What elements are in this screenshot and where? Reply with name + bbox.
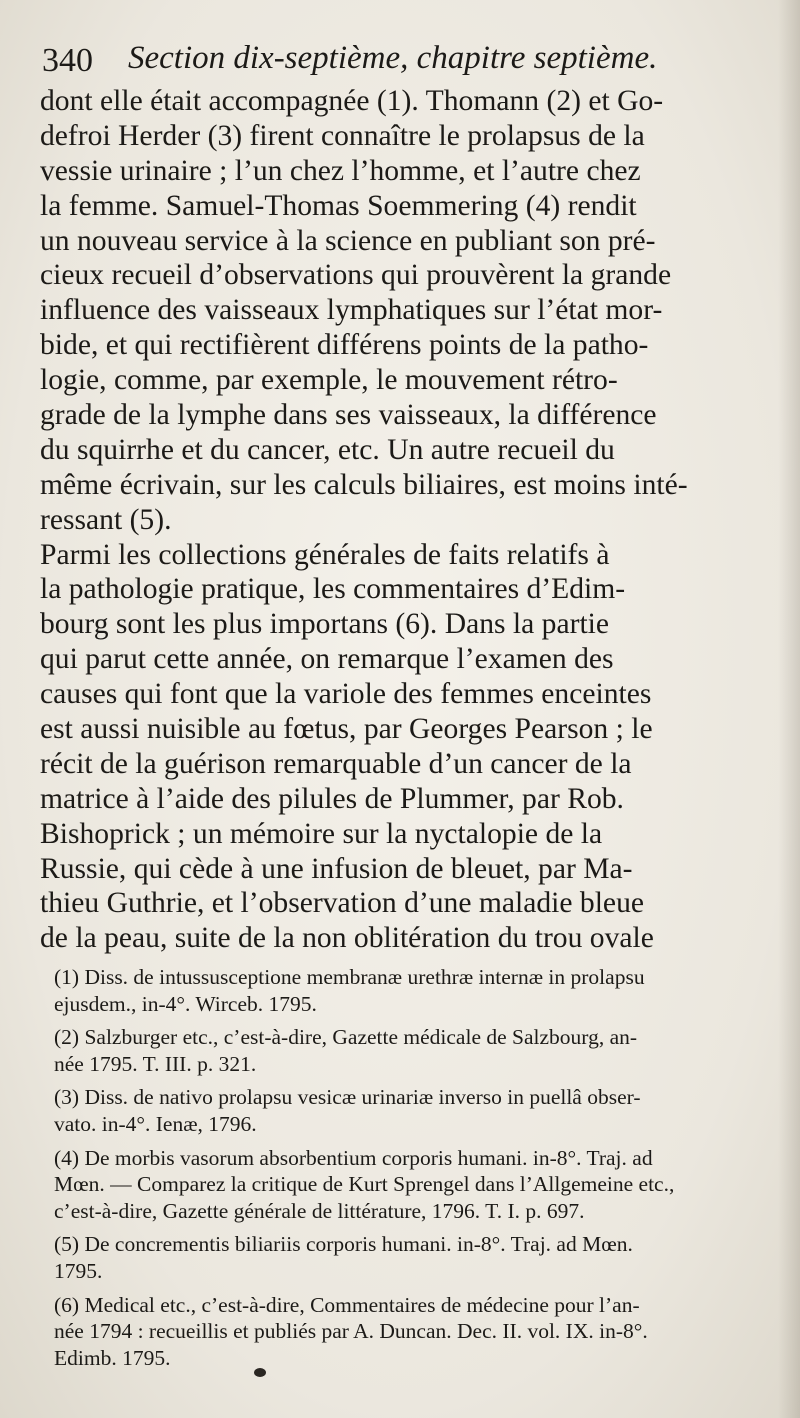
footnote-text: c’est-à-dire, Gazette générale de littérature, 1796. T. I. p. 697. xyxy=(54,1198,585,1223)
page-header xyxy=(42,40,782,86)
footnote xyxy=(54,1084,766,1137)
footnote-gap xyxy=(54,1138,766,1145)
footnote-line xyxy=(54,964,766,991)
footnote-text: Edimb. 1795. xyxy=(54,1345,171,1370)
text-line: récit de la guérison remarquable d’un cancer de la xyxy=(40,747,632,780)
text-line: causes qui font que la variole des femmes enceintes xyxy=(40,678,652,711)
running-head: Section dix-septième, chapitre septième. xyxy=(128,40,658,76)
footnotes xyxy=(54,964,766,1378)
text-line: Parmi les collections générales de faits relatifs à xyxy=(40,538,610,571)
footnote-text: 1795. xyxy=(54,1258,103,1283)
footnote-text: née 1794 : recueillis et publiés par A. Duncan. Dec. II. vol. IX. in-8°. xyxy=(54,1319,648,1344)
footnote-gap xyxy=(54,1224,766,1231)
footnote-text: Medical etc., c’est-à-dire, Commentaires de médecine pour l’an- xyxy=(84,1292,640,1317)
footnote-text: ejusdem., in-4°. Wirceb. 1795. xyxy=(54,991,317,1016)
footnote-text: vato. in-4°. Ienæ, 1796. xyxy=(54,1111,257,1136)
text-line: un nouveau service à la science en publiant son pré- xyxy=(40,224,656,257)
text-line: Bishoprick ; un mémoire sur la nyctalopie de la xyxy=(40,817,603,850)
footnote-line xyxy=(54,1111,766,1138)
text-line: la pathologie pratique, les commentaires d’Edim- xyxy=(40,573,626,606)
footnote-line xyxy=(54,1198,766,1225)
text-line: cieux recueil d’observations qui prouvèrent la grande xyxy=(40,259,672,292)
text-line: logie, comme, par exemple, le mouvement rétro- xyxy=(40,364,618,397)
text-line: de la peau, suite de la non oblitération du trou ovale xyxy=(40,922,654,955)
footnote-line xyxy=(54,1258,766,1285)
footnote xyxy=(54,1024,766,1077)
footnote-text: née 1795. T. III. p. 321. xyxy=(54,1051,257,1076)
footnote-marker: (2) xyxy=(54,1025,80,1050)
footnote-line xyxy=(54,1318,766,1345)
footnote-marker: (6) xyxy=(54,1292,80,1317)
footnote-line xyxy=(54,1145,766,1172)
footnote-line xyxy=(54,1024,766,1051)
footnote-line xyxy=(54,1345,766,1372)
footnote-marker: (3) xyxy=(54,1085,80,1110)
footnote-line xyxy=(54,1231,766,1258)
text-line: influence des vaisseaux lymphatiques sur l’état mor- xyxy=(40,294,663,327)
footnote-line xyxy=(54,1084,766,1111)
footnote-gap xyxy=(54,1285,766,1292)
text-line: qui parut cette année, on remarque l’examen des xyxy=(40,643,614,676)
footnote-marker: (5) xyxy=(54,1232,80,1257)
text-line: vessie urinaire ; l’un chez l’homme, et l’autre chez xyxy=(40,154,641,187)
footnote-line xyxy=(54,1051,766,1078)
text-line: thieu Guthrie, et l’observation d’une maladie bleue xyxy=(40,887,644,920)
text-line: du squirrhe et du cancer, etc. Un autre recueil du xyxy=(40,433,615,466)
text-line: bide, et qui rectifièrent différens points de la patho- xyxy=(40,329,649,362)
binding-shadow xyxy=(778,0,800,1418)
footnote xyxy=(54,1292,766,1372)
ink-ornament xyxy=(254,1368,266,1377)
main-text xyxy=(40,84,768,956)
text-line: la femme. Samuel-Thomas Soemmering (4) rendit xyxy=(40,189,637,222)
text-line: ressant (5). xyxy=(40,503,172,536)
footnote-gap xyxy=(54,1077,766,1084)
text-line: Russie, qui cède à une infusion de bleuet, par Ma- xyxy=(40,852,633,885)
footnote-text: De concrementis biliariis corporis humani. in-8°. Traj. ad Mœn. xyxy=(84,1232,633,1257)
footnote xyxy=(54,1231,766,1284)
footnote-gap xyxy=(54,1371,766,1378)
footnote-gap xyxy=(54,1017,766,1024)
footnote-line xyxy=(54,1292,766,1319)
footnote xyxy=(54,1145,766,1225)
footnote-line xyxy=(54,991,766,1018)
footnote xyxy=(54,964,766,1017)
footnote-text: Diss. de intussusceptione membranæ urethræ internæ in prolapsu xyxy=(84,965,645,989)
text-line: même écrivain, sur les calculs biliaires, est moins inté- xyxy=(40,468,688,501)
page-number: 340 xyxy=(42,42,93,79)
footnote-text: De morbis vasorum absorbentium corporis humani. in-8°. Traj. ad xyxy=(84,1145,653,1170)
footnote-text: Mœn. — Comparez la critique de Kurt Sprengel dans l’Allgemeine etc., xyxy=(54,1172,675,1197)
text-line: grade de la lymphe dans ses vaisseaux, la différence xyxy=(40,399,657,432)
text-line: dont elle était accompagnée (1). Thomann (2) et Go- xyxy=(40,85,664,117)
footnote-marker: (1) xyxy=(54,965,80,989)
footnote-text: Diss. de nativo prolapsu vesicæ urinariæ inverso in puellâ obser- xyxy=(84,1085,641,1110)
text-line: est aussi nuisible au fœtus, par Georges Pearson ; le xyxy=(40,713,653,746)
text-line: bourg sont les plus importans (6). Dans la partie xyxy=(40,608,610,641)
text-line: matrice à l’aide des pilules de Plummer, par Rob. xyxy=(40,782,624,815)
footnote-line xyxy=(54,1171,766,1198)
footnote-marker: (4) xyxy=(54,1145,80,1170)
text-line: defroi Herder (3) firent connaître le prolapsus de la xyxy=(40,119,645,152)
footnote-text: Salzburger etc., c’est-à-dire, Gazette médicale de Salzbourg, an- xyxy=(84,1025,638,1050)
